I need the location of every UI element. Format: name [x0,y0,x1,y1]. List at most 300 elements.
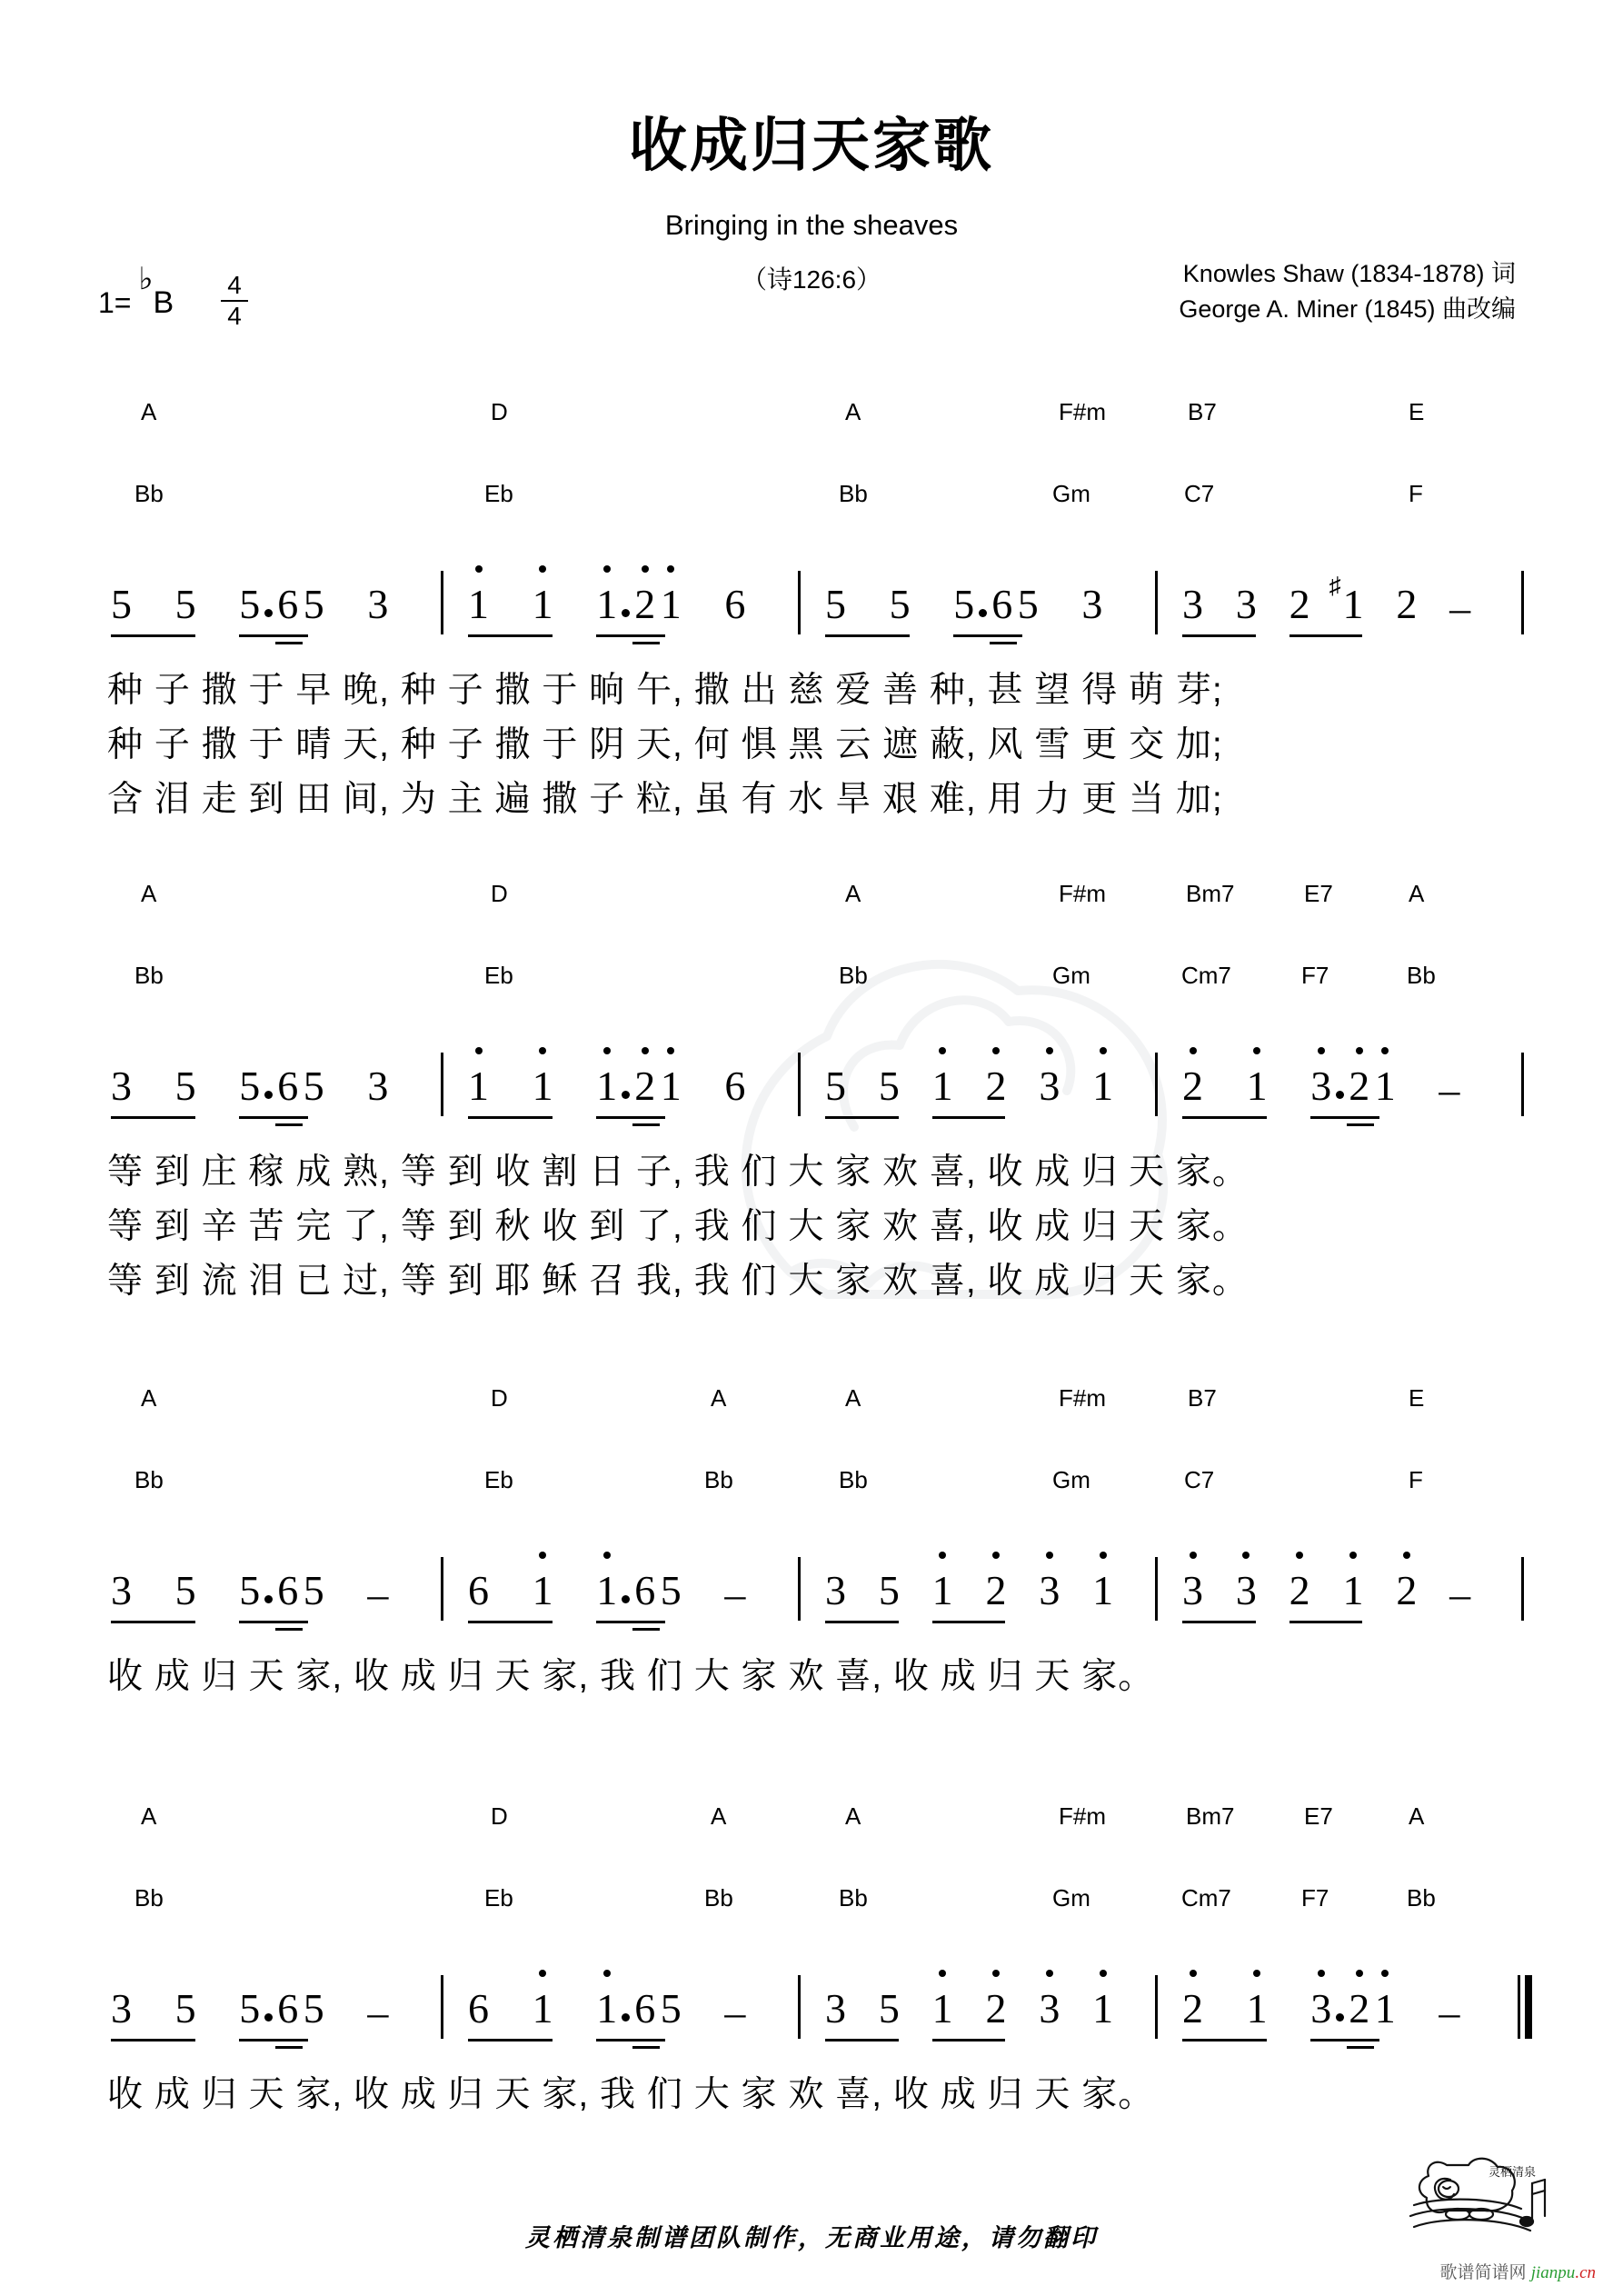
chord-row [0,1804,1623,1833]
note-number: 5 [889,581,911,627]
beam [1310,2039,1379,2041]
note-number: 5 [878,1985,900,2031]
octave-dot-icon [1318,1970,1325,1977]
chord-row [0,882,1623,911]
chord-symbol: D [491,880,508,907]
site-domain-tld: .cn [1575,2263,1596,2282]
note-number: 6 [634,1567,656,1613]
chord-symbol: B7 [1188,398,1217,425]
octave-dot-icon [642,1047,649,1054]
note-number: 5 [239,1063,261,1109]
sharp-icon: ♯ [1329,573,1341,599]
time-signature [216,273,253,329]
duration-dash: – [367,1989,389,2035]
chord-symbol: A [845,398,861,425]
secondary-beam [632,1123,660,1126]
note-number: 1 [468,584,489,625]
chord-symbol: Eb [484,480,513,507]
chord-row [0,1886,1623,1915]
note-number: 2 [634,1065,655,1107]
note-number: 3 [1039,1570,1060,1612]
octave-dot-icon [603,565,611,573]
note-number: 1 [1375,1988,1396,2030]
note-number: 3 [825,1567,846,1613]
note-number: 2 [1349,1065,1369,1107]
lyric-line: 等 到 流 泪 已 过, 等 到 耶 稣 召 我, 我 们 大 家 欢 喜, 收 成 归 天 家。 [107,1262,1249,1301]
duration-dash: – [1439,1066,1460,1113]
barline [1521,571,1524,634]
notation-row [0,573,1623,647]
note-number: 5 [303,1063,324,1109]
note-number: 3 [111,1985,132,2031]
octave-dot-icon [939,1047,946,1054]
note-number: 3 [825,1985,846,2031]
note-number: 6 [468,1985,489,2031]
octave-dot-icon [539,565,546,573]
beam [596,1621,665,1623]
beam [468,1621,553,1623]
augmentation-dot-icon [1336,2013,1344,2021]
chord-symbol: Bb [1407,1884,1436,1912]
chord-symbol: E [1409,398,1425,425]
note-number: 1 [533,1065,553,1107]
chord-symbol: F#m [1059,1802,1106,1830]
chord-symbol: Eb [484,1466,513,1493]
beam [825,634,910,637]
beam [932,1621,1006,1623]
note-number: 3 [367,581,389,627]
scripture-reference: （诗126:6） [741,265,882,294]
note-number: 2 [1289,1570,1310,1612]
octave-dot-icon [1190,1552,1197,1559]
barline [441,1557,443,1621]
lyric-line: 收 成 归 天 家, 收 成 归 天 家, 我 们 大 家 欢 喜, 收 成 归 天 家。 [107,1657,1155,1696]
chord-symbol: D [491,398,508,425]
notation-row [0,1060,1623,1129]
note-number: 3 [1310,1988,1331,2030]
chord-symbol: A [711,1802,727,1830]
chord-symbol: Cm7 [1181,962,1231,989]
octave-dot-icon [1381,1970,1389,1977]
note-number: 3 [1182,1570,1203,1612]
chord-symbol: A [845,880,861,907]
octave-dot-icon [1318,1047,1325,1054]
chord-symbol: A [845,1802,861,1830]
chord-symbol: A [141,880,157,907]
chord-symbol: Bb [704,1466,733,1493]
note-number: 3 [1039,1065,1060,1107]
chord-symbol: B7 [1188,1384,1217,1412]
chord-symbol: Bb [134,480,164,507]
key-prefix: 1= [98,286,132,319]
chord-symbol: Bb [1407,962,1436,989]
chord-symbol: F7 [1301,1884,1329,1912]
augmentation-dot-icon [979,609,987,617]
note-number: 1 [468,1065,489,1107]
chord-symbol: Gm [1052,962,1090,989]
octave-dot-icon [1100,1047,1107,1054]
octave-dot-icon [475,565,483,573]
octave-dot-icon [1253,1970,1260,1977]
chord-symbol: F#m [1059,880,1106,907]
beam [1289,1621,1363,1623]
note-number: 2 [634,584,655,625]
chord-symbol: Eb [484,1884,513,1912]
chord-symbol: F#m [1059,398,1106,425]
chord-symbol: Eb [484,962,513,989]
note-number: 6 [634,1985,656,2031]
octave-dot-icon [1190,1047,1197,1054]
beam [468,1116,553,1119]
octave-dot-icon [603,1970,611,1977]
note-number: 1 [1092,1065,1113,1107]
note-number: 5 [239,1567,261,1613]
octave-dot-icon [1100,1970,1107,1977]
lyric-line: 等 到 辛 苦 完 了, 等 到 秋 收 到 了, 我 们 大 家 欢 喜, 收 成 归 天 家。 [107,1207,1249,1246]
note-number: 1 [932,1065,953,1107]
beam [468,634,553,637]
note-number: 2 [986,1570,1007,1612]
key-signature [98,262,174,342]
note-number: 5 [239,1985,261,2031]
chord-row [0,963,1623,993]
note-number: 6 [468,1567,489,1613]
note-number: 6 [277,1567,299,1613]
augmentation-dot-icon [264,1091,273,1099]
note-number: 1 ♯ [1329,573,1364,627]
note-number: 2 [1182,1065,1203,1107]
octave-dot-icon [1381,1047,1389,1054]
note-number: 3 [1310,1065,1331,1107]
secondary-beam [632,2046,660,2049]
chord-symbol: E7 [1304,880,1333,907]
beam [1182,1621,1256,1623]
beam [468,2039,553,2041]
notation-row [0,1564,1623,1633]
beam [239,1116,308,1119]
lamb-logo [1394,2152,1576,2252]
octave-dot-icon [992,1970,1000,1977]
note-number: 3 [111,1063,132,1109]
beam [111,1116,195,1119]
note-number: 1 [1375,1065,1396,1107]
meter-numerator: 4 [227,271,242,299]
note-number: 2 [1349,1988,1369,2030]
note-number: 3 [1236,1570,1257,1612]
chord-symbol: A [845,1384,861,1412]
site-domain-name: jianpu [1530,2263,1576,2282]
note-number: 1 [533,1570,553,1612]
barline [798,1053,801,1116]
chord-symbol: A [1409,1802,1425,1830]
chord-symbol: E [1409,1384,1425,1412]
note-number: 2 [1182,1988,1203,2030]
note-number: 5 [825,581,846,627]
chord-symbol: Bb [839,1466,868,1493]
augmentation-dot-icon [1336,1091,1344,1099]
note-number: 1 [1092,1988,1113,2030]
note-number: 1 [1092,1570,1113,1612]
barline [798,1557,801,1621]
beam [825,1621,899,1623]
barline [798,1975,801,2039]
note-number: 1 [1247,1065,1268,1107]
augmentation-dot-icon [264,609,273,617]
chord-symbol: A [141,1384,157,1412]
lyric-line: 种 子 撒 于 晴 天, 种 子 撒 于 阴 天, 何 惧 黑 云 遮 蔽, 风 雪 更 交 加; [107,725,1223,764]
beam [239,1621,308,1623]
beam [111,2039,195,2041]
chord-symbol: A [141,1802,157,1830]
barline [441,571,443,634]
note-number: 5 [303,581,324,627]
chord-symbol: A [1409,880,1425,907]
composer-credit: George A. Miner (1845) 曲改编 [1179,295,1516,324]
note-number: 5 [660,1567,682,1613]
note-number: 5 [303,1985,324,2031]
octave-dot-icon [1190,1970,1197,1977]
beam [1289,634,1363,637]
octave-dot-icon [642,565,649,573]
note-number: 5 [825,1063,846,1109]
note-number: 5 [1017,581,1039,627]
note-number: 6 [277,1985,299,2031]
barline [1521,1557,1524,1621]
note-number: 5 [111,581,132,627]
note-number: 6 [277,581,299,627]
final-barline [1518,1975,1534,2039]
augmentation-dot-icon [622,2013,630,2021]
note-number: 1 [932,1570,953,1612]
meter-denominator: 4 [227,302,242,330]
note-number: 5 [303,1567,324,1613]
barline [441,1053,443,1116]
beam [825,1116,899,1119]
octave-dot-icon [1349,1552,1357,1559]
beam [596,1116,665,1119]
note-number: 1 [1247,1988,1268,2030]
note-number: 1 [932,1988,953,2030]
chord-row [0,1468,1623,1497]
chord-symbol: Bm7 [1186,1802,1235,1830]
chord-symbol: D [491,1384,508,1412]
note-number: 1 [661,1065,682,1107]
octave-dot-icon [1242,1552,1250,1559]
secondary-beam [275,1123,303,1126]
duration-dash: – [1449,584,1471,631]
chord-symbol: Gm [1052,1466,1090,1493]
chord-symbol: A [141,398,157,425]
chord-symbol: C7 [1184,1466,1215,1493]
chord-row [0,482,1623,511]
duration-dash: – [1439,1989,1460,2035]
beam [953,634,1022,637]
note-number: 5 [953,581,975,627]
note-number: 1 [661,584,682,625]
note-number: 1 [533,1988,553,2030]
chord-symbol: F [1409,1466,1423,1493]
beam [596,634,665,637]
chord-symbol: F7 [1301,962,1329,989]
beam [1182,1116,1267,1119]
note-number: 2 [1396,1570,1417,1612]
chord-symbol: Gm [1052,1884,1090,1912]
chord-symbol: Bb [704,1884,733,1912]
beam [1182,2039,1267,2041]
beam [825,2039,899,2041]
note-number: 2 [1396,581,1418,627]
lyric-line: 含 泪 走 到 田 间, 为 主 遍 撒 子 粒, 虽 有 水 旱 艰 难, 用 力 更 当 加; [107,780,1223,819]
note-number: 1 [596,1065,617,1107]
duration-dash: – [1449,1571,1471,1617]
note-number: 1 [1343,1570,1364,1612]
duration-dash: – [367,1571,389,1617]
octave-dot-icon [1046,1047,1053,1054]
secondary-beam [1347,1123,1374,1126]
beam [596,2039,665,2041]
beam [239,2039,308,2041]
credits [1179,256,1516,327]
chord-symbol: Bb [839,962,868,989]
chord-symbol: A [711,1384,727,1412]
note-number: 3 [367,1063,389,1109]
notation-row [0,1982,1623,2051]
octave-dot-icon [603,1552,611,1559]
note-number: 6 [724,1063,746,1109]
logo-text: 灵栖清泉 [1489,2165,1537,2179]
barline [1155,1053,1158,1116]
secondary-beam [990,642,1017,644]
chord-symbol: Bb [134,1466,164,1493]
octave-dot-icon [1046,1970,1053,1977]
barline [1155,571,1158,634]
note-number: 5 [878,1567,900,1613]
chord-row [0,1386,1623,1415]
beam [1310,1116,1379,1119]
octave-dot-icon [603,1047,611,1054]
octave-dot-icon [1046,1552,1053,1559]
chord-symbol: Bb [839,1884,868,1912]
note-number: 3 [1182,581,1203,627]
beam [1182,634,1256,637]
beam [111,634,195,637]
beam [932,2039,1006,2041]
barline [441,1975,443,2039]
augmentation-dot-icon [264,2013,273,2021]
lyricist-credit: Knowles Shaw (1834-1878) 词 [1182,260,1516,287]
beam [111,1621,195,1623]
note-number: 3 [1039,1988,1060,2030]
note-number: 2 [1289,581,1310,627]
footer-notice: 灵栖清泉制谱团队制作，无商业用途，请勿翻印 [525,2224,1098,2251]
note-number: 5 [174,1985,196,2031]
octave-dot-icon [475,1047,483,1054]
octave-dot-icon [1100,1552,1107,1559]
note-number: 5 [239,581,261,627]
note-number: 5 [174,1567,196,1613]
chord-symbol: F#m [1059,1384,1106,1412]
note-number: 3 [1235,581,1257,627]
octave-dot-icon [939,1552,946,1559]
note-number: 1 [596,1570,617,1612]
barline [1155,1557,1158,1621]
note-number: 6 [724,581,746,627]
augmentation-dot-icon [622,1595,630,1603]
chord-symbol: Bm7 [1186,880,1235,907]
note-number: 3 [1081,581,1103,627]
note-number: 1 [533,584,553,625]
octave-dot-icon [1356,1047,1363,1054]
chord-symbol: F [1409,480,1423,507]
chord-symbol: E7 [1304,1802,1333,1830]
english-subtitle: Bringing in the sheaves [664,209,959,241]
note-number: 5 [660,1985,682,2031]
note-number: 2 [986,1065,1007,1107]
octave-dot-icon [1296,1552,1303,1559]
octave-dot-icon [539,1970,546,1977]
secondary-beam [275,1628,303,1631]
note-number: 6 [991,581,1013,627]
secondary-beam [632,1628,660,1631]
note-number: 6 [277,1063,299,1109]
note-number: 1 [596,1988,617,2030]
octave-dot-icon [939,1970,946,1977]
beam [239,634,308,637]
augmentation-dot-icon [622,1091,630,1099]
beam [932,1116,1006,1119]
octave-dot-icon [992,1552,1000,1559]
secondary-beam [1347,2046,1374,2049]
chord-symbol: Bb [134,962,164,989]
duration-dash: – [724,1571,746,1617]
note-number: 5 [878,1063,900,1109]
octave-dot-icon [539,1047,546,1054]
chord-symbol: Bb [134,1884,164,1912]
chord-row [0,400,1623,429]
chord-symbol: Bb [839,480,868,507]
octave-dot-icon [992,1047,1000,1054]
note-number: 1 [596,584,617,625]
key-letter: B [153,285,174,320]
site-name-cn: 歌谱简谱网 [1439,2263,1527,2282]
octave-dot-icon [1253,1047,1260,1054]
augmentation-dot-icon [622,609,630,617]
barline [798,571,801,634]
augmentation-dot-icon [264,1595,273,1603]
chord-symbol: C7 [1184,480,1215,507]
page-title: 收成归天家歌 [629,113,994,178]
lyric-line: 收 成 归 天 家, 收 成 归 天 家, 我 们 大 家 欢 喜, 收 成 归 天 家。 [107,2075,1155,2114]
secondary-beam [632,642,660,644]
chord-symbol: Cm7 [1181,1884,1231,1912]
note-number: 5 [174,581,196,627]
secondary-beam [275,642,303,644]
chord-symbol: Gm [1052,480,1090,507]
note-number: 2 [986,1988,1007,2030]
octave-dot-icon [539,1552,546,1559]
site-watermark [1439,2259,1596,2283]
barline [1521,1053,1524,1116]
secondary-beam [275,2046,303,2049]
flat-icon: ♭ [138,262,154,296]
lyric-line: 等 到 庄 稼 成 熟, 等 到 收 割 日 子, 我 们 大 家 欢 喜, 收 成 归 天 家。 [107,1153,1249,1192]
lyric-line: 种 子 撒 于 早 晚, 种 子 撒 于 晌 午, 撒 出 慈 爱 善 种, 甚 望 得 萌 芽; [107,671,1223,710]
octave-dot-icon [667,565,674,573]
duration-dash: – [724,1989,746,2035]
octave-dot-icon [1356,1970,1363,1977]
note-number: 5 [174,1063,196,1109]
octave-dot-icon [667,1047,674,1054]
